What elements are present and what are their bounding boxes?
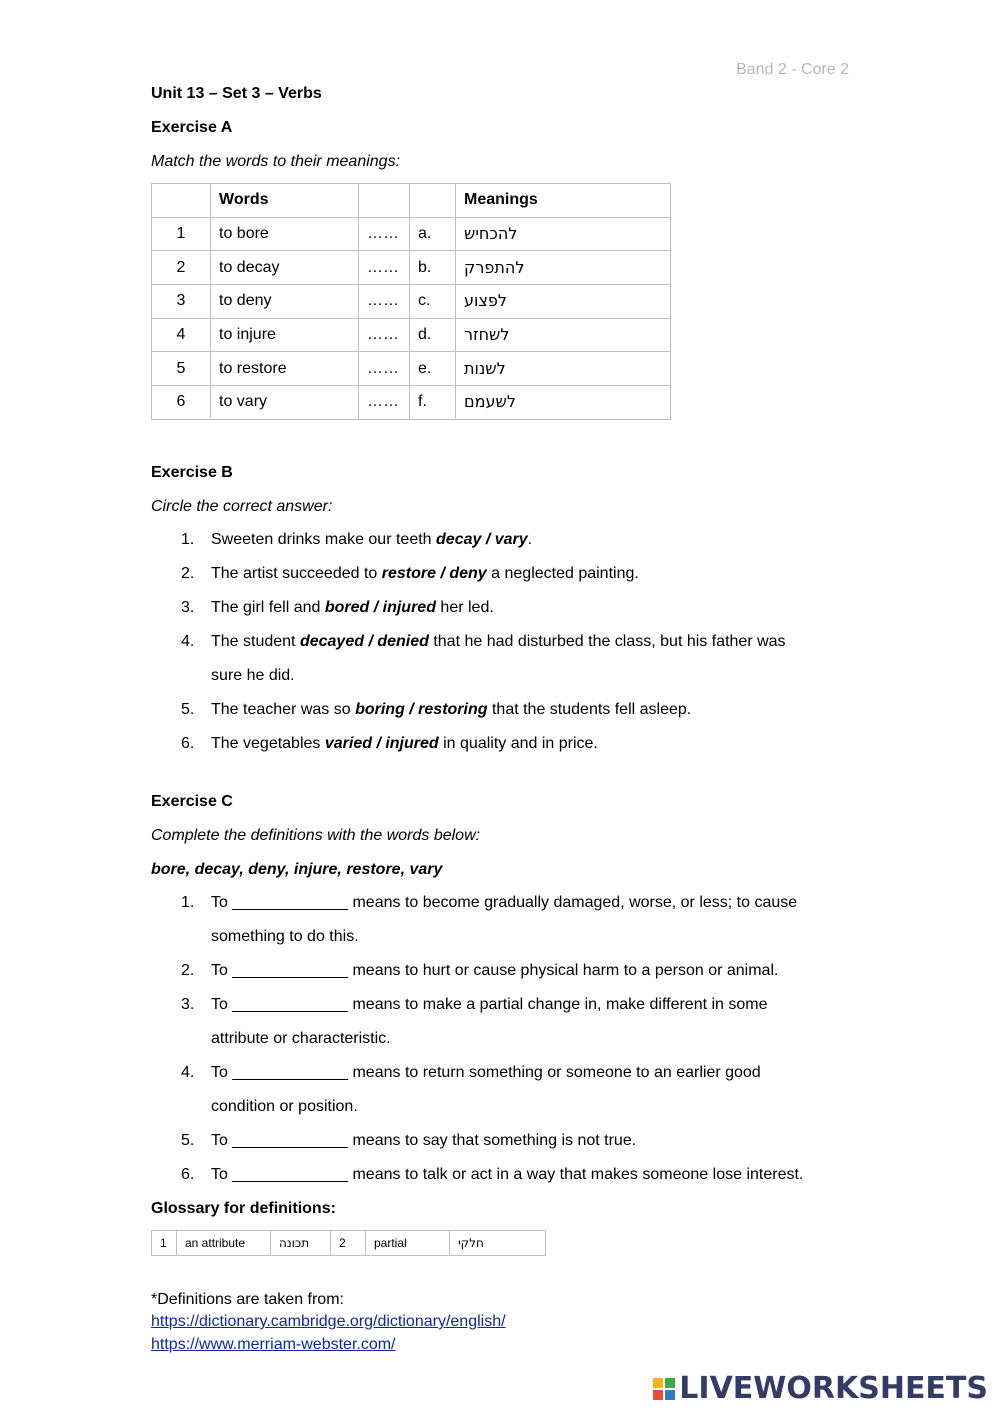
meaning-letter: b.: [410, 251, 456, 285]
answer-choice[interactable]: bored / injured: [324, 599, 436, 616]
word-cell: to bore: [211, 217, 359, 251]
list-item: 6. The vegetables varied / injured in quality and in price.: [181, 735, 598, 752]
answer-choice[interactable]: boring / restoring: [355, 701, 488, 718]
words-column-header: Words: [211, 184, 359, 218]
answer-blank[interactable]: ……: [359, 285, 410, 319]
list-item: 5. The teacher was so boring / restoring that the students fell asleep.: [181, 701, 692, 718]
word-cell: to decay: [211, 251, 359, 285]
table-row: [152, 217, 671, 251]
definition-text[interactable]: To _____________ means to make a partial change in, make different in some: [211, 996, 768, 1013]
word-cell: to restore: [211, 352, 359, 386]
table-row: [152, 251, 671, 285]
word-cell: to injure: [211, 318, 359, 352]
logo-grid-icon: [653, 1378, 675, 1400]
row-number: 2: [152, 251, 211, 285]
answer-blank[interactable]: ……: [359, 386, 410, 420]
table-row: [152, 285, 671, 319]
list-item: 1. To _____________ means to become gradually damaged, worse, or less; to cause something to do this.: [181, 894, 798, 945]
band-label: Band 2 - Core 2: [736, 61, 849, 78]
list-item: 6. To _____________ means to talk or act in a way that makes someone lose interest.: [181, 1166, 804, 1183]
exercise-c-list: [151, 886, 911, 1192]
unit-title: Unit 13 – Set 3 – Verbs: [151, 85, 322, 102]
meaning-cell: לשחזר: [464, 325, 510, 345]
definition-text[interactable]: To _____________ means to talk or act in a way that makes someone lose interest.: [211, 1166, 804, 1183]
row-number: 1: [152, 217, 211, 251]
exercise-a-heading: Exercise A: [151, 119, 233, 136]
list-item: 5. To _____________ means to say that something is not true.: [181, 1132, 637, 1149]
row-number: 4: [152, 318, 211, 352]
answer-choice[interactable]: varied / injured: [324, 735, 439, 752]
row-number: 6: [152, 386, 211, 420]
sources-note: *Definitions are taken from:: [151, 1291, 344, 1308]
matching-table: [151, 183, 671, 420]
row-number: 5: [152, 352, 211, 386]
meaning-letter: d.: [410, 318, 456, 352]
matching-table-header: [152, 184, 671, 218]
list-item: 4. To _____________ means to return something or someone to an earlier good condition or position.: [181, 1064, 761, 1115]
table-row: [152, 352, 671, 386]
word-bank: bore, decay, deny, injure, restore, vary: [151, 861, 443, 878]
glossary-heading: Glossary for definitions:: [151, 1200, 336, 1217]
row-number: 3: [152, 285, 211, 319]
meaning-cell: להכחיש: [464, 224, 518, 244]
meaning-letter: a.: [410, 217, 456, 251]
table-row: [152, 318, 671, 352]
liveworksheets-logo[interactable]: [653, 1371, 988, 1406]
definition-text[interactable]: To _____________ means to hurt or cause physical harm to a person or animal.: [211, 962, 779, 979]
list-item: 4. The student decayed / denied that he had disturbed the class, but his father was sure he did.: [181, 633, 786, 684]
meaning-cell: לשעמם: [464, 392, 516, 412]
table-row: [152, 386, 671, 420]
meaning-letter: f.: [410, 386, 456, 420]
answer-choice[interactable]: restore / deny: [381, 565, 487, 582]
definition-text[interactable]: To _____________ means to say that something is not true.: [211, 1132, 637, 1149]
exercise-b-list: [151, 523, 911, 761]
exercise-c-heading: Exercise C: [151, 793, 233, 810]
definition-text[interactable]: To _____________ means to become gradually damaged, worse, or less; to cause: [211, 894, 798, 911]
answer-blank[interactable]: ……: [359, 217, 410, 251]
exercise-b-heading: Exercise B: [151, 464, 233, 481]
meaning-cell: לפצוע: [464, 291, 507, 311]
merriam-webster-link[interactable]: https://www.merriam-webster.com/: [151, 1336, 396, 1353]
meaning-letter: e.: [410, 352, 456, 386]
exercise-b-instruction: Circle the correct answer:: [151, 498, 333, 515]
answer-choice[interactable]: decay / vary: [436, 531, 528, 548]
meaning-letter: c.: [410, 285, 456, 319]
answer-blank[interactable]: ……: [359, 251, 410, 285]
exercise-a-instruction: Match the words to their meanings:: [151, 153, 401, 170]
definition-text[interactable]: To _____________ means to return something or someone to an earlier good: [211, 1064, 761, 1081]
cambridge-link[interactable]: https://dictionary.cambridge.org/dictionary/english/: [151, 1313, 506, 1330]
list-item: 3. To _____________ means to make a partial change in, make different in some attribute or characteristic.: [181, 996, 768, 1047]
table-row: 1 an attribute תכונה 2 partial חלקי: [152, 1231, 546, 1256]
answer-blank[interactable]: ……: [359, 352, 410, 386]
list-item: 2. The artist succeeded to restore / deny a neglected painting.: [181, 565, 639, 582]
logo-text: LIVEWORKSHEETS: [679, 1371, 988, 1406]
word-cell: to vary: [211, 386, 359, 420]
answer-choice[interactable]: decayed / denied: [299, 633, 429, 650]
list-item: 2. To _____________ means to hurt or cause physical harm to a person or animal.: [181, 962, 779, 979]
meaning-cell: לשנות: [464, 358, 506, 378]
glossary-table: [151, 1230, 546, 1256]
meanings-column-header: Meanings: [456, 184, 671, 218]
list-item: 1. Sweeten drinks make our teeth decay / vary.: [181, 531, 533, 548]
exercise-c-instruction: Complete the definitions with the words below:: [151, 827, 481, 844]
answer-blank[interactable]: ……: [359, 318, 410, 352]
meaning-cell: להתפרק: [464, 257, 525, 277]
word-cell: to deny: [211, 285, 359, 319]
list-item: 3. The girl fell and bored / injured her led.: [181, 599, 494, 616]
